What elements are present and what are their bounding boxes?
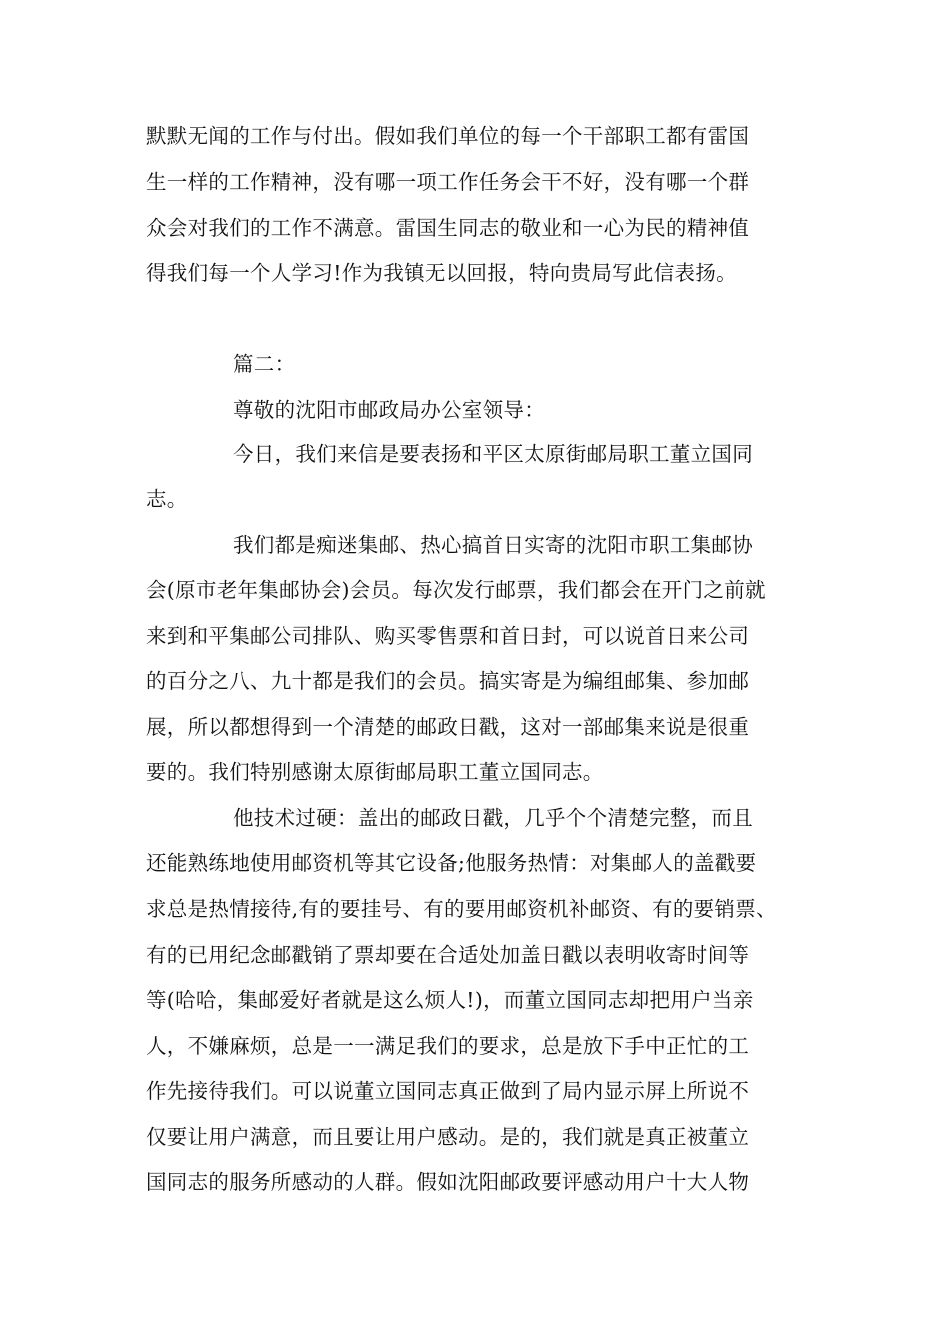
text-line: 有的已用纪念邮戳销了票却要在合适处加盖日戳以表明收寄时间等 (146, 943, 750, 967)
text-line: 生一样的工作精神，没有哪一项工作任务会干不好，没有哪一个群 (146, 170, 750, 194)
text-line: 的百分之八、九十都是我们的会员。搞实寄是为编组邮集、参加邮 (146, 669, 750, 693)
text-line: 志。 (146, 487, 188, 511)
text-line: 国同志的服务所感动的人群。假如沈阳邮政要评感动用户十大人物 (146, 1170, 750, 1194)
text-line: 来到和平集邮公司排队、购买零售票和首日封，可以说首日来公司 (146, 624, 750, 648)
text-line: 默默无闻的工作与付出。假如我们单位的每一个干部职工都有雷国 (146, 124, 750, 148)
salutation: 尊敬的沈阳市邮政局办公室领导： (233, 398, 545, 422)
text-line: 作先接待我们。可以说董立国同志真正做到了局内显示屏上所说不 (146, 1079, 750, 1103)
text-line: 今日，我们来信是要表扬和平区太原街邮局职工董立国同 (233, 442, 753, 466)
text-line: 我们都是痴迷集邮、热心搞首日实寄的沈阳市职工集邮协 (233, 533, 753, 557)
text-line: 人，不嫌麻烦，总是一一满足我们的要求，总是放下手中正忙的工 (146, 1034, 750, 1058)
text-line: 要的。我们特别感谢太原街邮局职工董立国同志。 (146, 760, 604, 784)
text-line: 众会对我们的工作不满意。雷国生同志的敬业和一心为民的精神值 (146, 216, 750, 240)
section-heading: 篇二： (233, 352, 296, 376)
text-line: 得我们每一个人学习!作为我镇无以回报，特向贵局写此信表扬。 (146, 261, 737, 285)
text-line: 仅要让用户满意，而且要让用户感动。是的，我们就是真正被董立 (146, 1125, 750, 1149)
text-line: 他技术过硬：盖出的邮政日戳，几乎个个清楚完整，而且 (233, 806, 753, 830)
text-line: 求总是热情接待,有的要挂号、有的要用邮资机补邮资、有的要销票、 (146, 897, 777, 921)
text-line: 会(原市老年集邮协会)会员。每次发行邮票，我们都会在开门之前就 (146, 578, 766, 602)
text-line: 展，所以都想得到一个清楚的邮政日戳，这对一部邮集来说是很重 (146, 715, 750, 739)
text-line: 还能熟练地使用邮资机等其它设备;他服务热情：对集邮人的盖戳要 (146, 851, 757, 875)
text-line: 等(哈哈，集邮爱好者就是这么烦人!)，而董立国同志却把用户当亲 (146, 988, 754, 1012)
